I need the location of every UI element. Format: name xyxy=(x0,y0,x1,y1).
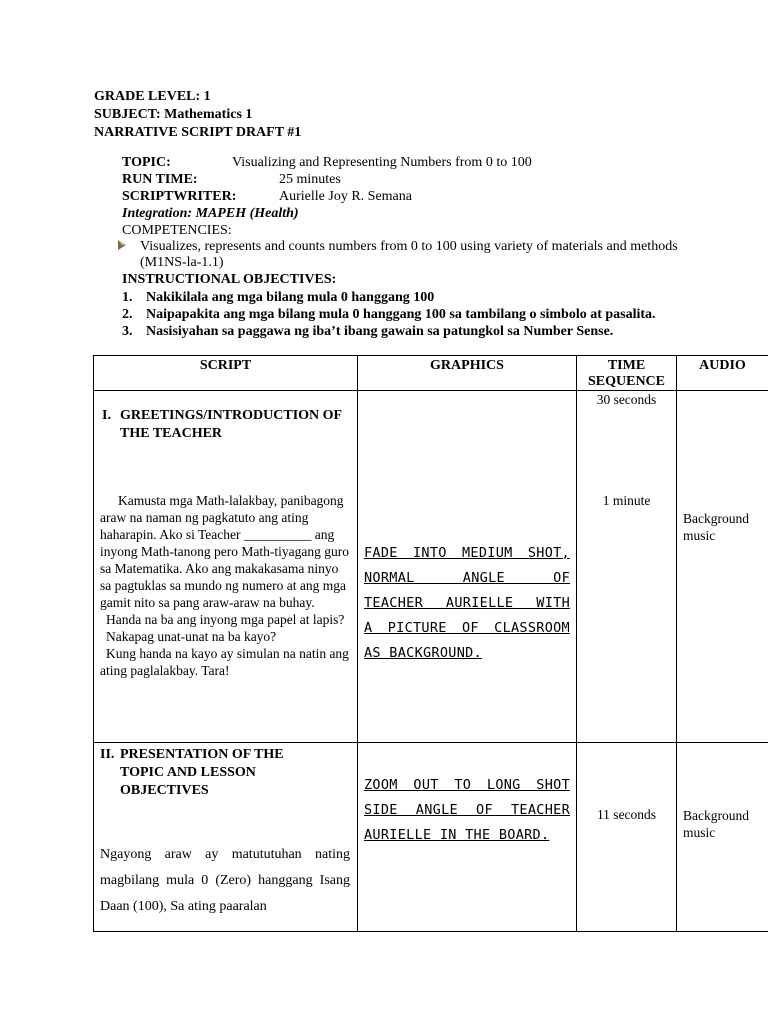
runtime-value: 25 minutes xyxy=(279,172,341,187)
script-table xyxy=(93,355,768,932)
grade-level: GRADE LEVEL: 1 xyxy=(94,89,211,104)
table-header-row xyxy=(94,356,768,391)
topic-value: Visualizing and Representing Numbers from 0 to 100 xyxy=(232,155,532,170)
table-row xyxy=(94,743,768,932)
script-paragraph: Kamusta mga Math-lalakbay, panibagong araw na naman ng pagkatuto ang ating haharapin. Ako si Teacher __________ ang inyong Math-tanong pero Math-tiyagang guro sa Matematika. Ako ang makakasama ninyo sa pagtuklas sa mundo ng numero at ang mga gamit nito sa pang araw-araw na buhay. Handa na ba ang inyong mga papel at lapis? Nakapag unat-unat na ba kayo? Kung handa na kayo ay simulan na natin ang ating paglalakbay. Tara! xyxy=(100,493,349,678)
header-script: SCRIPT xyxy=(94,356,358,391)
time-value: 1 minute xyxy=(602,493,651,508)
script-meta xyxy=(122,154,532,239)
graphics-direction: FADE INTO MEDIUM SHOT, NORMAL ANGLE OF TEACHER AURIELLE WITH A PICTURE OF CLASSROOM AS BACKGROUND. xyxy=(364,545,570,661)
time-value: 11 seconds xyxy=(596,807,657,822)
objectives-label: INSTRUCTIONAL OBJECTIVES: xyxy=(122,272,337,287)
draft-title: NARRATIVE SCRIPT DRAFT #1 xyxy=(94,125,302,140)
header-graphics: GRAPHICS xyxy=(358,356,577,391)
graphics-direction: ZOOM OUT TO LONG SHOT SIDE ANGLE OF TEACHER AURIELLE IN THE BOARD. xyxy=(364,777,570,843)
objective-item: 1. Nakikilala ang mga bilang mula 0 hanggang 100 xyxy=(122,290,435,305)
time-value: 30 seconds xyxy=(596,392,657,407)
scriptwriter-label: SCRIPTWRITER: xyxy=(122,189,237,204)
table-row xyxy=(94,391,768,743)
audio-value: Background music xyxy=(683,511,749,543)
scriptwriter-value: Aurielle Joy R. Semana xyxy=(279,189,412,204)
subject: SUBJECT: Mathematics 1 xyxy=(94,107,253,122)
section-title: I. GREETINGS/INTRODUCTION OF THE TEACHER xyxy=(102,408,342,441)
objectives-list xyxy=(122,289,672,340)
section-title: II. PRESENTATION OF THE TOPIC AND LESSON OBJECTIVES xyxy=(100,747,284,798)
script-paragraph: Ngayong araw ay matututuhan nating magbilang mula 0 (Zero) hanggang Isang Daan (100), Sa ating paaralan xyxy=(100,847,350,914)
audio-value: Background music xyxy=(683,808,749,840)
objective-item: 2. Naipapakita ang mga bilang mula 0 hanggang 100 sa tambilang o simbolo at pasalita. xyxy=(122,307,656,322)
objective-item: 3. Nasisiyahan sa paggawa ng iba’t ibang gawain sa patungkol sa Number Sense. xyxy=(122,324,614,339)
integration: Integration: MAPEH (Health) xyxy=(122,206,299,221)
topic-label: TOPIC: xyxy=(122,155,171,170)
header-time-sequence: TIME SEQUENCE xyxy=(577,356,677,391)
header-audio: AUDIO xyxy=(677,356,768,391)
document-header xyxy=(94,88,301,142)
competencies-label: COMPETENCIES: xyxy=(122,223,232,238)
competency-text: Visualizes, represents and counts numbers from 0 to 100 using variety of materials and methods (M1NS-la-1.1) xyxy=(140,239,678,270)
arrow-bullet-icon xyxy=(116,239,128,251)
runtime-label: RUN TIME: xyxy=(122,172,198,187)
